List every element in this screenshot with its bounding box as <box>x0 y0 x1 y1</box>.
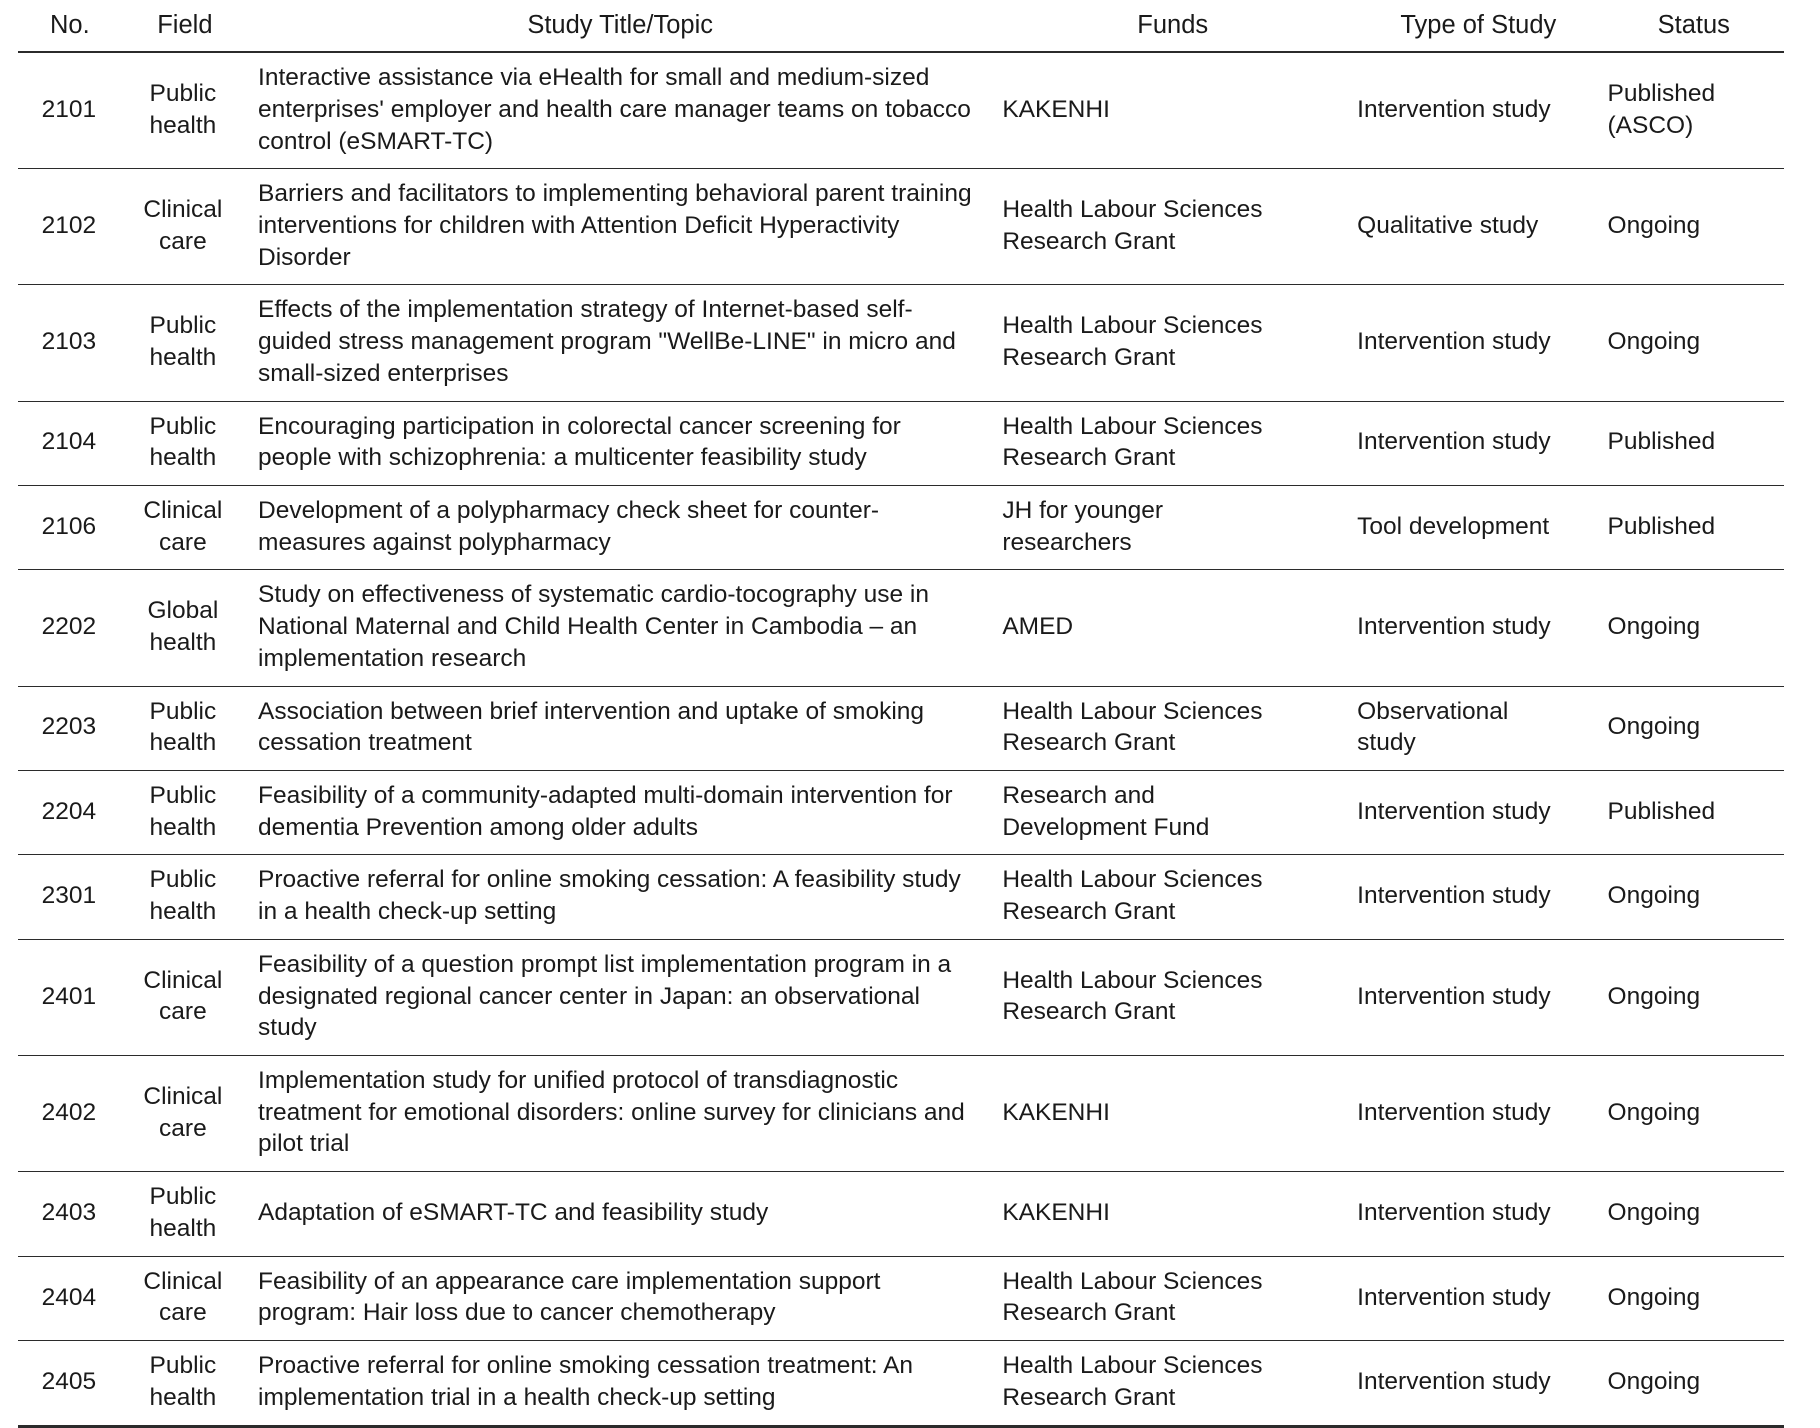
cell-type: Intervention study <box>1357 1098 1551 1126</box>
cell-funds: KAKENHI <box>1002 1199 1110 1227</box>
table-row <box>18 1056 1784 1172</box>
column-header-status: Status <box>1657 11 1730 39</box>
table-row <box>18 855 1784 939</box>
cell-status: Published (ASCO) <box>1607 79 1716 139</box>
cell-title: Feasibility of an appearance care implementation support program: Hair loss due to cancer chemotherapy <box>258 1267 881 1327</box>
cell-status: Ongoing <box>1607 328 1701 356</box>
cell-no: 2103 <box>41 328 97 356</box>
cell-field: Clinical care <box>143 496 223 556</box>
cell-field: Clinical care <box>143 966 223 1026</box>
cell-no: 2404 <box>41 1283 97 1311</box>
cell-funds: Health Labour Sciences Research Grant <box>1002 966 1263 1026</box>
cell-field: Public health <box>149 1183 217 1242</box>
table-row <box>18 485 1784 569</box>
cell-title: Adaptation of eSMART-TC and feasibility study <box>258 1199 769 1227</box>
cell-funds: Research and Development Fund <box>1002 782 1210 841</box>
cell-status: Ongoing <box>1607 982 1701 1010</box>
table-row <box>18 1172 1784 1256</box>
cell-title: Proactive referral for online smoking cessation treatment: An implementation trial in a health check-up setting <box>258 1352 914 1411</box>
cell-funds: JH for younger researchers <box>1002 496 1163 556</box>
cell-type: Intervention study <box>1357 328 1551 356</box>
column-header-title: Study Title/Topic <box>527 11 713 39</box>
cell-field: Public health <box>149 412 217 472</box>
cell-field: Clinical care <box>143 196 223 255</box>
table-row <box>18 570 1784 686</box>
cell-no: 2401 <box>41 982 97 1010</box>
table-row <box>18 401 1784 485</box>
table-row <box>18 686 1784 770</box>
cell-type: Intervention study <box>1357 982 1551 1010</box>
column-header-no: No. <box>50 11 90 39</box>
cell-status: Ongoing <box>1607 1367 1701 1395</box>
cell-field: Clinical care <box>143 1267 223 1327</box>
cell-no: 2104 <box>41 428 97 456</box>
cell-type: Intervention study <box>1357 613 1551 641</box>
cell-status: Ongoing <box>1607 1283 1701 1311</box>
cell-funds: Health Labour Sciences Research Grant <box>1002 1267 1263 1327</box>
cell-field: Public health <box>149 312 217 371</box>
cell-title: Association between brief intervention and uptake of smoking cessation treatment <box>258 697 925 757</box>
cell-type: Intervention study <box>1357 428 1551 456</box>
cell-title: Feasibility of a community-adapted multi-domain intervention for dementia Prevention among older adults <box>258 782 953 841</box>
cell-field: Public health <box>149 79 217 139</box>
cell-no: 2403 <box>41 1199 97 1227</box>
cell-no: 2405 <box>41 1367 97 1395</box>
cell-type: Observational study <box>1357 697 1509 757</box>
table-row <box>18 285 1784 401</box>
cell-field: Public health <box>149 866 217 926</box>
cell-title: Encouraging participation in colorectal cancer screening for people with schizophrenia: a multicenter feasibility study <box>258 412 901 472</box>
column-header-funds: Funds <box>1137 11 1209 39</box>
cell-field: Public health <box>149 782 217 841</box>
cell-status: Ongoing <box>1607 613 1701 641</box>
cell-title: Development of a polypharmacy check sheet for counter-measures against polypharmacy <box>258 496 880 556</box>
cell-no: 2301 <box>41 882 97 910</box>
cell-field: Public health <box>149 1352 217 1411</box>
cell-no: 2402 <box>41 1098 97 1126</box>
cell-no: 2102 <box>41 211 97 239</box>
cell-type: Intervention study <box>1357 1283 1551 1311</box>
cell-funds: AMED <box>1002 613 1074 641</box>
table-row <box>18 52 1784 169</box>
cell-type: Tool development <box>1357 512 1550 540</box>
cell-status: Published <box>1607 797 1716 825</box>
table-header <box>18 6 1784 52</box>
cell-status: Published <box>1607 512 1716 540</box>
cell-field: Global health <box>147 597 219 656</box>
cell-funds: Health Labour Sciences Research Grant <box>1002 196 1263 255</box>
cell-title: Implementation study for unified protocol of transdiagnostic treatment for emotional disorders: online survey for clinicians and pilot trial <box>258 1067 965 1158</box>
cell-funds: KAKENHI <box>1002 1098 1110 1126</box>
cell-status: Published <box>1607 428 1716 456</box>
cell-field: Public health <box>149 697 217 757</box>
cell-no: 2202 <box>41 613 97 641</box>
cell-no: 2106 <box>41 512 97 540</box>
table-body <box>18 52 1784 1424</box>
cell-status: Ongoing <box>1607 1098 1701 1126</box>
table-row <box>18 771 1784 855</box>
cell-title: Proactive referral for online smoking cessation: A feasibility study in a health check-up setting <box>258 866 961 926</box>
cell-title: Feasibility of a question prompt list implementation program in a designated regional cancer center in Japan: an observational study <box>258 950 952 1042</box>
cell-title: Study on effectiveness of systematic cardio-tocography use in National Maternal and Child Health Center in Cambodia – an implementation research <box>258 581 929 672</box>
study-table <box>18 6 1784 1425</box>
cell-funds: Health Labour Sciences Research Grant <box>1002 697 1263 757</box>
column-header-type: Type of Study <box>1400 11 1557 39</box>
table-row <box>18 169 1784 285</box>
cell-type: Intervention study <box>1357 1199 1551 1227</box>
cell-type: Intervention study <box>1357 882 1551 910</box>
table-header-row <box>18 6 1784 52</box>
cell-title: Interactive assistance via eHealth for small and medium-sized enterprises' employer and health care manager teams on tobacco control (eSMART-TC) <box>258 64 971 155</box>
table-row <box>18 1256 1784 1340</box>
cell-funds: Health Labour Sciences Research Grant <box>1002 312 1263 371</box>
cell-type: Intervention study <box>1357 95 1551 123</box>
cell-funds: Health Labour Sciences Research Grant <box>1002 1352 1263 1411</box>
cell-no: 2204 <box>41 797 97 825</box>
cell-type: Intervention study <box>1357 797 1551 825</box>
cell-funds: KAKENHI <box>1002 95 1110 123</box>
cell-field: Clinical care <box>143 1082 223 1142</box>
cell-no: 2203 <box>41 713 97 741</box>
cell-title: Barriers and facilitators to implementing behavioral parent training interventions for children with Attention Deficit Hyperactivity Disorder <box>258 180 972 271</box>
table-row <box>18 939 1784 1055</box>
cell-status: Ongoing <box>1607 882 1701 910</box>
column-header-field: Field <box>157 11 213 39</box>
cell-title: Effects of the implementation strategy of Internet-based self-guided stress management program "WellBe-LINE" in micro and small-sized enterprises <box>258 296 956 387</box>
cell-type: Qualitative study <box>1357 211 1539 239</box>
cell-no: 2101 <box>41 95 97 123</box>
table-row <box>18 1341 1784 1425</box>
cell-funds: Health Labour Sciences Research Grant <box>1002 866 1263 926</box>
cell-status: Ongoing <box>1607 1199 1701 1227</box>
cell-funds: Health Labour Sciences Research Grant <box>1002 412 1263 472</box>
cell-type: Intervention study <box>1357 1367 1551 1395</box>
cell-status: Ongoing <box>1607 211 1701 239</box>
table-bottom-rule <box>18 1425 1784 1428</box>
cell-status: Ongoing <box>1607 713 1701 741</box>
